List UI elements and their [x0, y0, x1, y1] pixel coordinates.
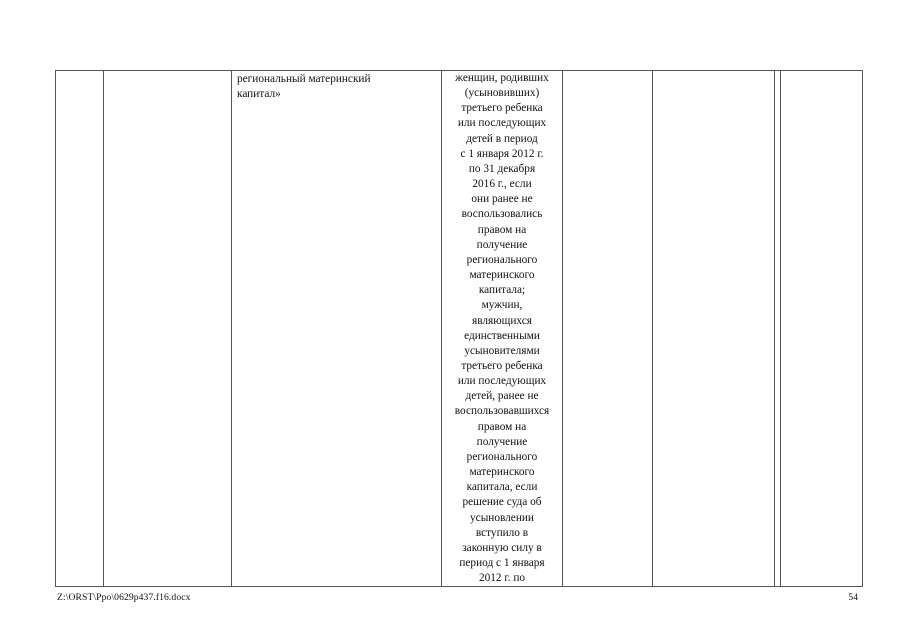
cell-text-line: решение суда об [462, 496, 542, 509]
cell-text-line: мужчин, [481, 299, 523, 312]
cell-text-line: законную силу в [462, 541, 542, 554]
cell-text-line: капитала; [478, 284, 526, 297]
cell-text-line: третьего ребенка [461, 102, 543, 115]
cell-text-line: 2016 г., если [472, 178, 532, 191]
cell-text-line: вступило в [475, 526, 529, 539]
cell-text-line: региональный материнский [237, 73, 371, 85]
cell-text-line: правом на [477, 223, 527, 236]
cell-text-line: воспользовавшихся [454, 405, 550, 418]
footer-file-path: Z:\ORST\Ppo\0629p437.f16.docx [57, 592, 191, 603]
cell-text-line: материнского [469, 466, 535, 479]
cell-text-line: усыновлении [470, 511, 534, 524]
cell-text-line: регионального [466, 450, 538, 463]
table-cell-col3 [232, 71, 442, 587]
document-table [55, 70, 863, 587]
cell-text-line: третьего ребенка [461, 359, 543, 372]
cell-text-line: период с 1 января [459, 557, 545, 569]
cell-text-line: капитала, если [466, 481, 538, 494]
cell-text-line: правом на [477, 420, 527, 433]
cell-text-col4 [442, 71, 562, 586]
table-cell-col2 [104, 71, 232, 587]
cell-text-line: детей в период [466, 132, 538, 145]
table-cell-col1 [56, 71, 104, 587]
cell-text-line: с 1 января 2012 г. [460, 147, 544, 160]
table-cell-col8 [781, 71, 863, 587]
cell-text-line: капитал» [237, 88, 281, 101]
cell-text-line: усыновителями [464, 344, 540, 357]
table-row [56, 71, 863, 587]
cell-text-line: по 31 декабря [468, 162, 536, 175]
cell-text-line: получение [476, 435, 528, 448]
cell-text-line: получение [476, 238, 528, 251]
footer-page-number: 54 [848, 592, 858, 603]
cell-text-line: женщин, родивших [455, 72, 549, 84]
table-cell-col6 [653, 71, 775, 587]
table-cell-col4 [442, 71, 563, 587]
table-cell-col5 [563, 71, 653, 587]
cell-text-line: детей, ранее не [465, 390, 539, 403]
cell-text-line: или последующих [457, 117, 547, 130]
cell-text-line: или последующих [457, 375, 547, 388]
cell-text-line: 2012 г. по [478, 572, 526, 585]
cell-text-line: единственными [464, 329, 540, 342]
cell-text-line: регионального [466, 253, 538, 266]
cell-text-line: они ранее не [471, 193, 533, 206]
cell-text-line: воспользовались [461, 208, 543, 221]
cell-text-line: являющихся [472, 314, 532, 327]
cell-text-line: (усыновивших) [464, 87, 540, 100]
cell-text-line: материнского [469, 269, 535, 282]
cell-text-col3 [232, 71, 441, 102]
